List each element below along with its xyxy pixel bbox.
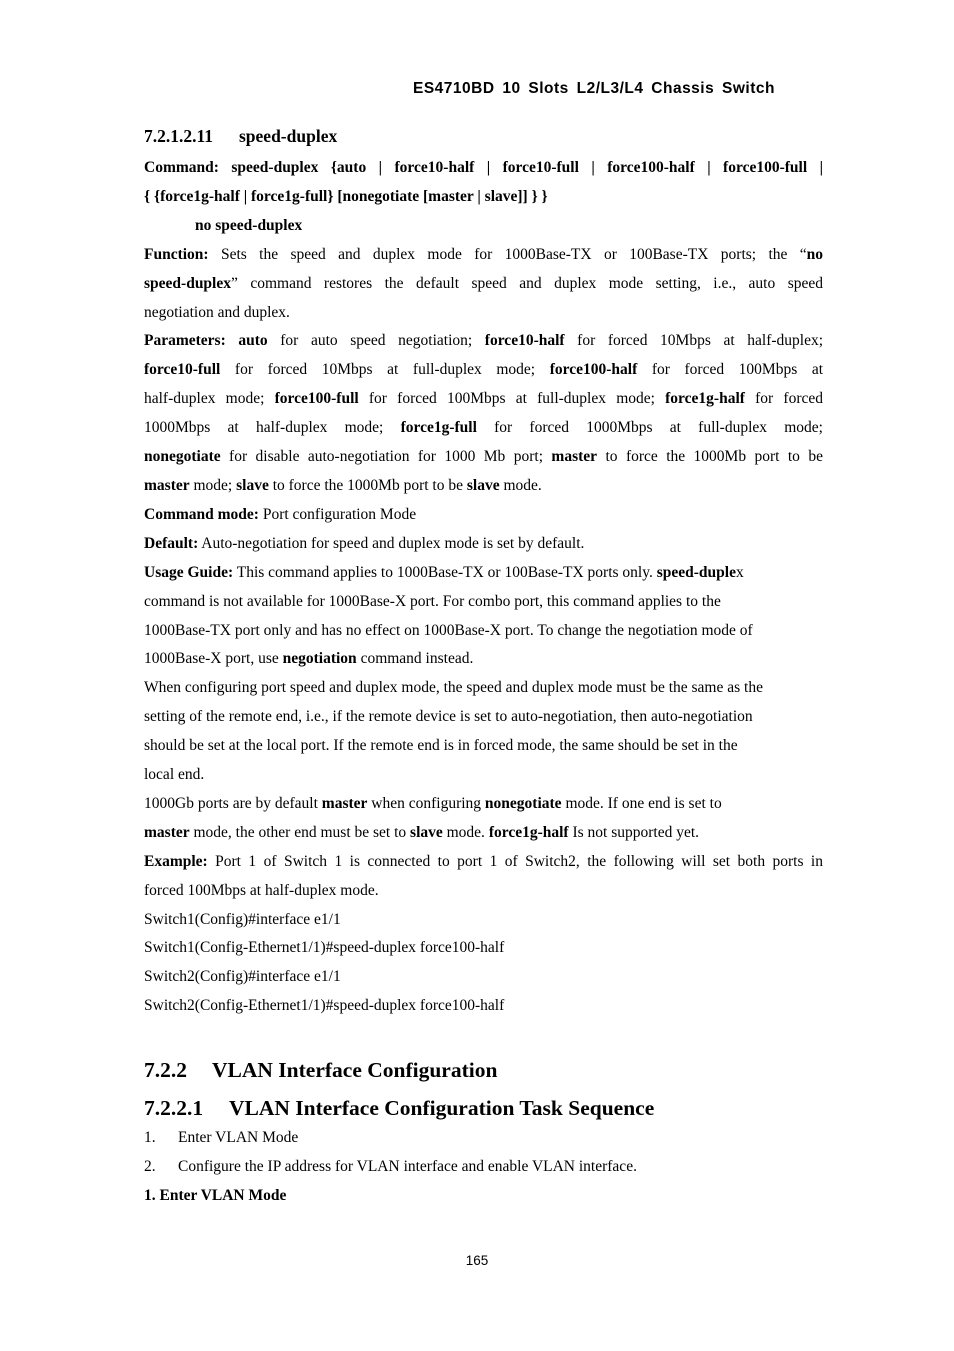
command-block xyxy=(144,154,823,241)
config-note-line-1: When configuring port speed and duplex mode, the speed and duplex mode must be the same as the xyxy=(144,679,763,697)
function-line-1: Function: Sets the speed and duplex mode for 1000Base-TX or 100Base-TX ports; the “no xyxy=(144,245,824,263)
document-body xyxy=(144,121,823,1211)
section-number: 7.2.1.2.11 xyxy=(144,126,214,146)
section-number: 7.2.2.1 xyxy=(144,1096,204,1121)
parameters-line-1: Parameters: auto for auto speed negotiation; force10-half for forced 10Mbps at half-duplex; xyxy=(144,332,824,350)
function-line-3: negotiation and duplex. xyxy=(144,303,290,321)
code-line: Switch2(Config-Ethernet1/1)#speed-duplex force100-half xyxy=(144,997,505,1015)
parameters-line-5: nonegotiate for disable auto-negotiation for 1000 Mb port; master to force the 1000Mb port to be xyxy=(144,448,823,466)
page-header: ES4710BD 10 Slots L2/L3/L4 Chassis Switch xyxy=(413,80,775,97)
section-heading-task-sequence xyxy=(144,1092,823,1124)
section-title: VLAN Interface Configuration xyxy=(212,1058,498,1083)
parameters-line-3: half-duplex mode; force100-full for forced 100Mbps at full-duplex mode; force1g-half for forced xyxy=(144,390,823,408)
parameters-line-2: force10-full for forced 10Mbps at full-duplex mode; force100-half for forced 100Mbps at xyxy=(144,361,824,379)
default: Default: Auto-negotiation for speed and duplex mode is set by default. xyxy=(144,534,585,552)
gb-note-line-1: 1000Gb ports are by default master when configuring nonegotiate mode. If one end is set to xyxy=(144,794,722,812)
example-line-1: Example: Port 1 of Switch 1 is connected to port 1 of Switch2, the following will set both ports in xyxy=(144,852,823,870)
section-heading-speed-duplex xyxy=(144,121,823,151)
section-title: speed-duplex xyxy=(239,126,338,146)
usage-line-1: Usage Guide: This command applies to 1000Base-TX or 100Base-TX ports only. speed-duplex xyxy=(144,563,744,581)
code-line: Switch1(Config-Ethernet1/1)#speed-duplex force100-half xyxy=(144,939,505,957)
gb-note-line-2: master mode, the other end must be set to slave mode. force1g-half Is not supported yet. xyxy=(144,823,700,841)
usage-guide-block xyxy=(144,559,823,675)
command-line-1: Command: speed-duplex {auto | force10-half | force10-full | force100-half | force100-full | xyxy=(144,159,823,176)
list-item: 2. Configure the IP address for VLAN interface and enable VLAN interface. xyxy=(144,1158,637,1176)
config-note-line-3: should be set at the local port. If the remote end is in forced mode, the same should be set in the xyxy=(144,737,738,755)
example-block xyxy=(144,848,823,1021)
parameters-line-4: 1000Mbps at half-duplex mode; force1g-full for forced 1000Mbps at full-duplex mode; xyxy=(144,419,823,437)
parameters-line-6: master mode; slave to force the 1000Mb port to be slave mode. xyxy=(144,476,542,494)
task-list xyxy=(144,1124,823,1182)
gb-note-block xyxy=(144,790,823,848)
code-line: Switch1(Config)#interface e1/1 xyxy=(144,910,341,928)
command-mode: Command mode: Port configuration Mode xyxy=(144,505,417,523)
list-item: 1. Enter VLAN Mode xyxy=(144,1129,299,1147)
page-number: 165 xyxy=(465,1253,489,1268)
parameters-block xyxy=(144,327,823,500)
usage-line-3: 1000Base-TX port only and has no effect on 1000Base-X port. To change the negotiation mode of xyxy=(144,621,753,639)
section-heading-vlan-interface xyxy=(144,1054,823,1087)
usage-line-4: 1000Base-X port, use negotiation command instead. xyxy=(144,650,474,668)
command-line-2: { {force1g-half | force1g-full} [nonegotiate [master | slave]] } } xyxy=(144,187,548,205)
subheading-enter-vlan-mode: 1. Enter VLAN Mode xyxy=(144,1187,287,1204)
section-number: 7.2.2 xyxy=(144,1058,187,1083)
config-note-line-4: local end. xyxy=(144,766,205,784)
config-note-line-2: setting of the remote end, i.e., if the remote device is set to auto-negotiation, then auto-negotiation xyxy=(144,708,753,726)
code-line: Switch2(Config)#interface e1/1 xyxy=(144,968,341,986)
config-note-block xyxy=(144,674,823,790)
section-title: VLAN Interface Configuration Task Sequence xyxy=(229,1096,655,1121)
function-block xyxy=(144,241,823,328)
example-line-2: forced 100Mbps at half-duplex mode. xyxy=(144,881,379,899)
usage-line-2: command is not available for 1000Base-X port. For combo port, this command applies to the xyxy=(144,592,721,610)
function-line-2: speed-duplex” command restores the default speed and duplex mode setting, i.e., auto speed xyxy=(144,274,823,292)
command-no-form: no speed-duplex xyxy=(195,216,303,234)
